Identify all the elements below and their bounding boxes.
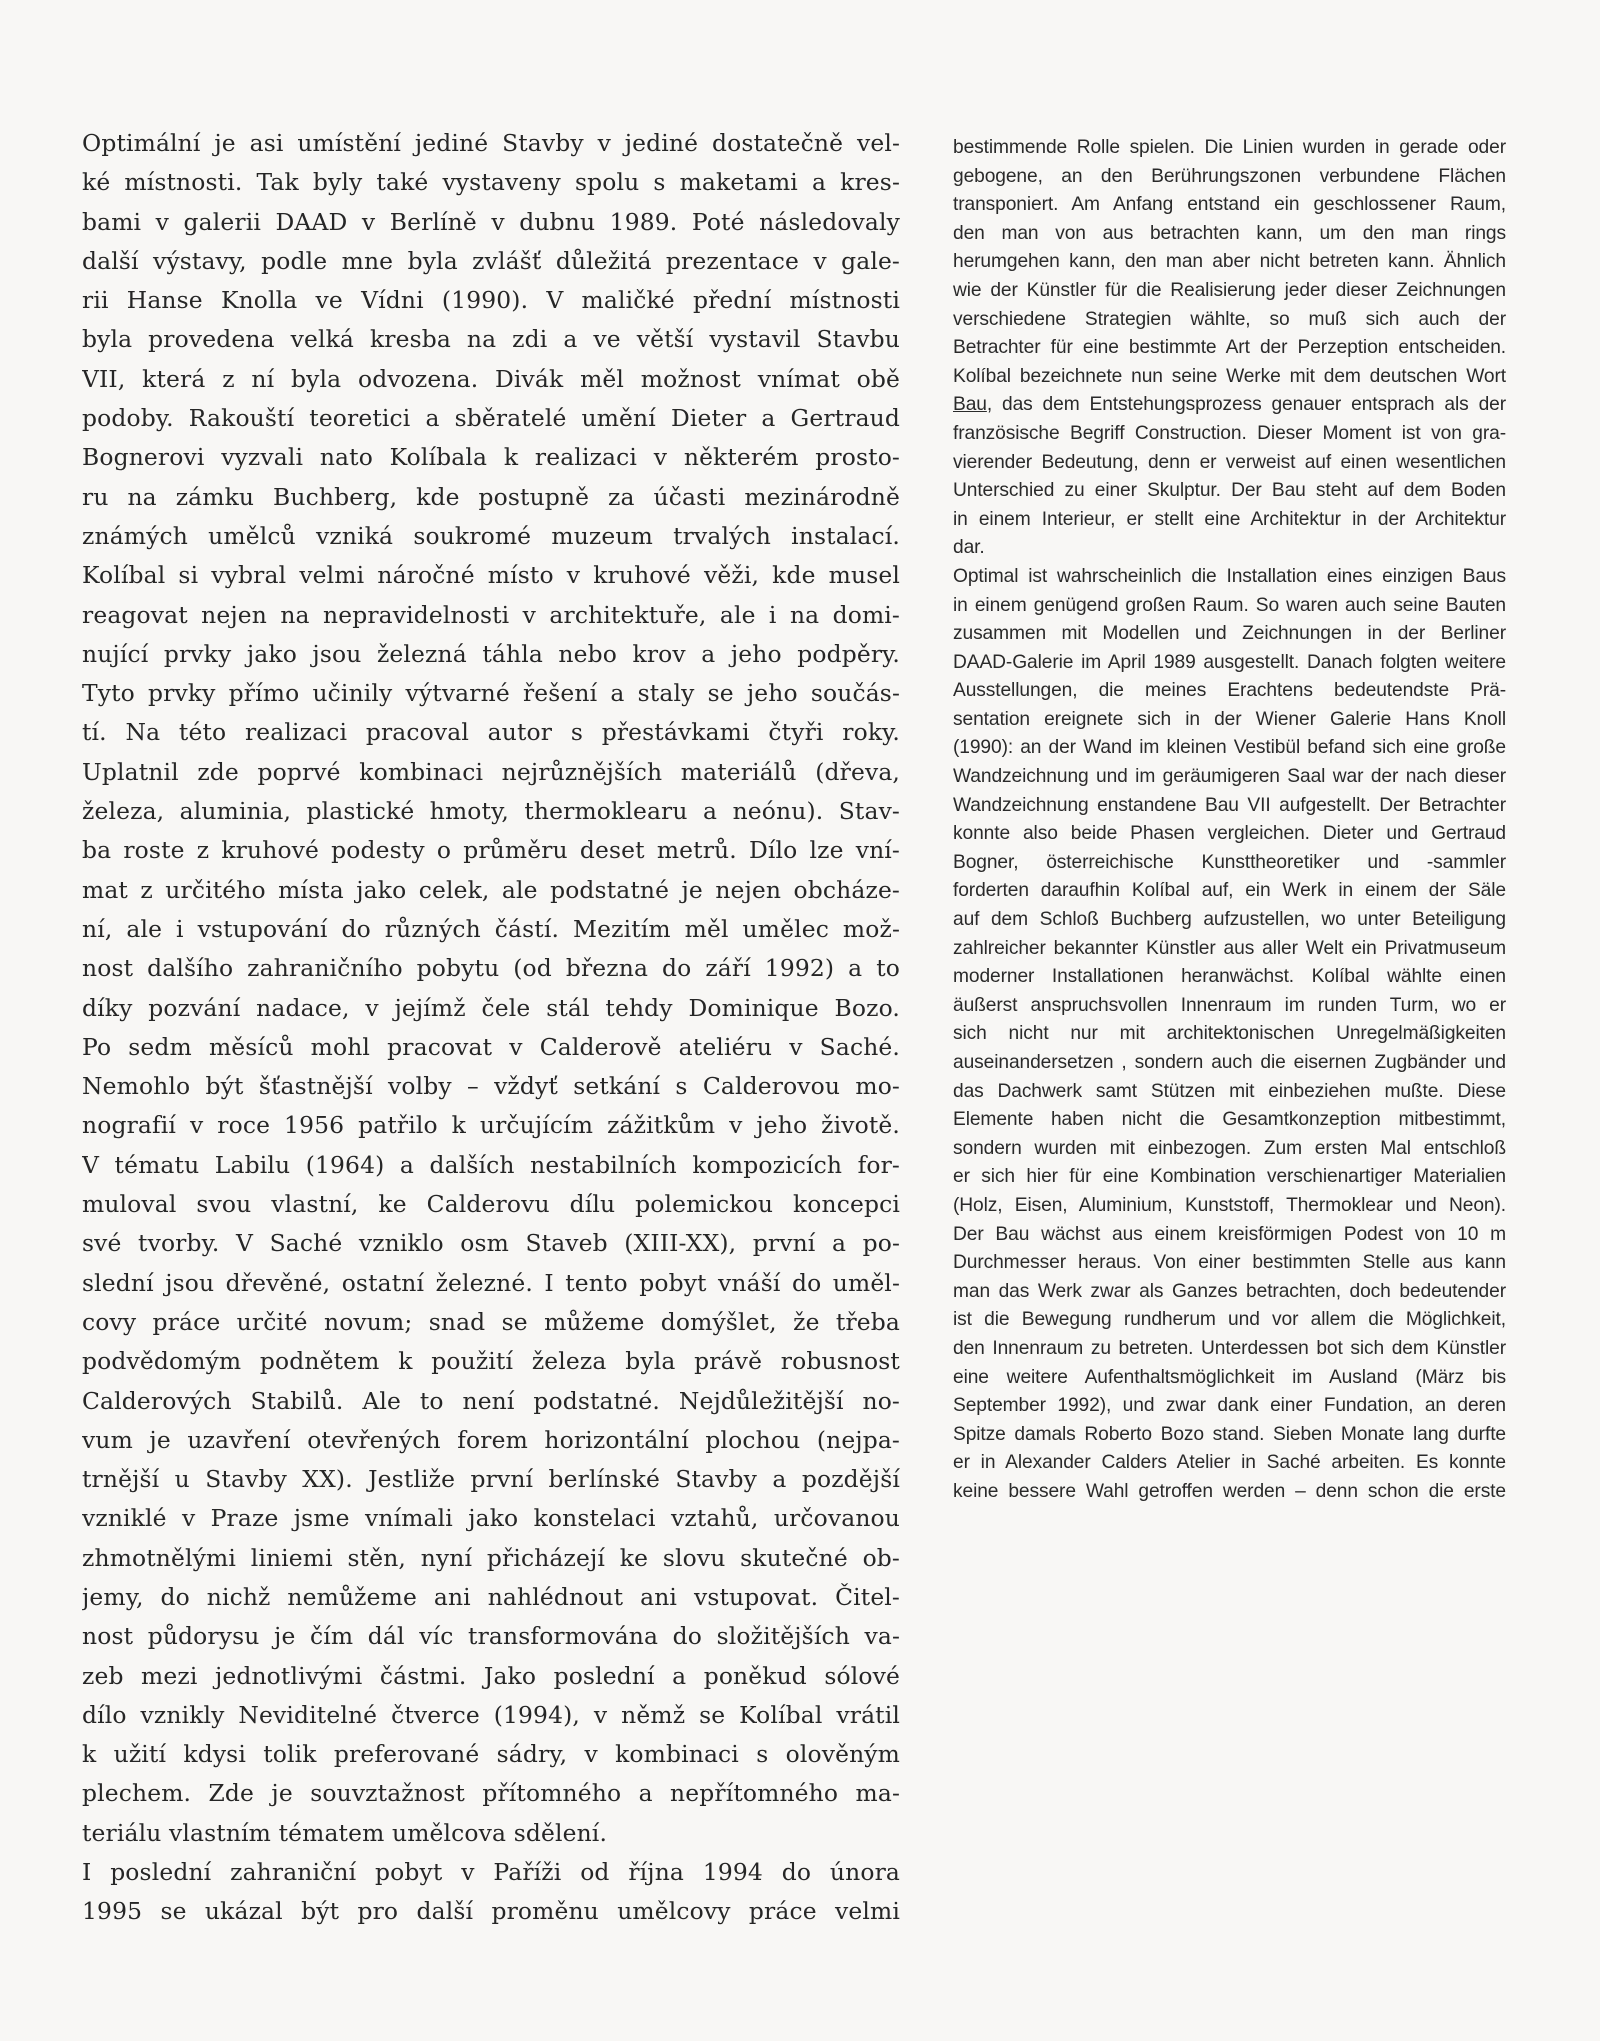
text-line: Tyto prvky přímo učinily výtvarné řešení a staly se jeho součás- [82,679,900,708]
text-line: své tvorby. V Saché vzniklo osm Staveb (XIII-XX), první a po- [82,1229,900,1258]
text-line: Uplatnil zde poprvé kombinaci nejrůznějších materiálů (dřeva, [82,757,900,786]
text-line: keine bessere Wahl getroffen werden – denn schon die erste [953,1480,1506,1502]
text-line: nografií v roce 1956 patřilo k určujícím zážitkům v jeho životě. [82,1111,900,1140]
text-line: (Holz, Eisen, Aluminium, Kunststoff, Thermoklear und Neon). [953,1194,1506,1216]
text-line: zeb mezi jednotlivými částmi. Jako poslední a poněkud sólové [82,1661,900,1690]
text-line: dar. [953,537,985,559]
text-line-with-underlined-word: Bau, das dem Entstehungsprozess genauer entsprach als der [953,394,1506,416]
text-line: Optimal ist wahrscheinlich die Installation eines einzigen Baus [953,565,1506,587]
text-line: další výstavy, podle mne byla zvlášť důležitá prezentace v gale- [82,246,900,275]
text-line: plechem. Zde je souvztažnost přítomného a nepřítomného ma- [82,1779,900,1808]
text-line: V tématu Labilu (1964) a dalších nestabilních kompozicích for- [82,1150,900,1179]
text-line: mat z určitého místa jako celek, ale podstatné je nejen obcháze- [82,875,900,904]
text-line: sentation ereignete sich in der Wiener Galerie Hans Knoll [953,708,1506,730]
text-line: nující prvky jako jsou železná táhla nebo krov a jeho podpěry. [82,639,900,668]
text-line: jemy, do nichž nemůžeme ani nahlédnout ani vstupovat. Čitel- [82,1582,900,1611]
text-line: nost půdorysu je čím dál víc transformována do složitějších va- [82,1622,900,1651]
text-line: Bogner, österreichische Kunsttheoretiker und -sammler [953,851,1506,873]
text-line: sondern wurden mit einbezogen. Zum ersten Mal entschloß [953,1137,1506,1159]
text-line: ké místnosti. Tak byly také vystaveny spolu s maketami a kres- [82,168,900,197]
text-line: äußerst anspruchsvollen Innenraum im runden Turm, wo er [953,994,1506,1016]
text-line: bami v galerii DAAD v Berlíně v dubnu 1989. Poté následovaly [82,207,900,236]
text-line: muloval svou vlastní, ke Calderovu dílu polemickou koncepci [82,1190,900,1219]
text-line: trnější u Stavby XX). Jestliže první berlínské Stavby a pozdější [82,1465,900,1494]
text-line: Spitze damals Roberto Bozo stand. Sieben Monate lang durfte [953,1423,1506,1445]
text-line: Elemente haben nicht die Gesamtkonzeption mitbestimmt, [953,1109,1506,1131]
text-line: ist die Bewegung rundherum und vor allem die Möglichkeit, [953,1309,1506,1331]
text-line: Unterschied zu einer Skulptur. Der Bau steht auf dem Boden [953,480,1506,502]
text-line: (1990): an der Wand im kleinen Vestibül befand sich eine große [953,737,1506,759]
text-line: herumgehen kann, den man aber nicht betreten kann. Ähnlich [953,251,1506,273]
text-line: transponiert. Am Anfang entstand ein geschlossener Raum, [953,194,1506,216]
text-line: auseinandersetzen , sondern auch die eisernen Zugbänder und [953,1052,1506,1073]
czech-text-column [82,124,900,1932]
german-text-column [953,134,1506,1507]
text-line: Wandzeichnung und im geräumigeren Saal war der nach dieser [953,766,1506,788]
text-line: den Innenraum zu betreten. Unterdessen bot sich dem Künstler [953,1337,1506,1359]
text-line: zusammen mit Modellen und Zeichnungen in der Berliner [953,623,1506,645]
text-line: ní, ale i vstupování do různých částí. Mezitím měl umělec mož- [82,914,900,943]
text-line: ba roste z kruhové podesty o průměru deset metrů. Dílo lze vní- [82,836,900,865]
text-line: sich nicht nur mit architektonischen Unregelmäßigkeiten [953,1023,1506,1045]
text-line: teriálu vlastním tématem umělcova sdělení. [82,1818,608,1847]
text-line: k užití kdysi tolik preferované sádry, v kombinaci s olověným [82,1740,900,1769]
text-line: ru na zámku Buchberg, kde postupně za účasti mezinárodně [82,482,900,511]
text-line: in einem genügend großen Raum. So waren auch seine Bauten [953,594,1506,616]
text-line: vum je uzavření otevřených forem horizontální plochou (nejpa- [82,1425,900,1454]
text-line: známých umělců vzniká soukromé muzeum trvalých instalací. [82,521,900,550]
text-line: 1995 se ukázal být pro další proměnu umělcovy práce velmi [82,1897,900,1926]
text-line: Der Bau wächst aus einem kreisförmigen Podest von 10 m [953,1223,1506,1245]
underlined-word: Bau [953,394,987,416]
text-line: bestimmende Rolle spielen. Die Linien wurden in gerade oder [953,137,1506,158]
text-line: nost dalšího zahraničního pobytu (od března do září 1992) a to [82,954,900,983]
text-line: I poslední zahraniční pobyt v Paříži od října 1994 do února [82,1858,900,1887]
text-line: gebogene, an den Berührungszonen verbundene Flächen [953,165,1506,187]
text-line: Durchmesser heraus. Von einer bestimmten Stelle aus kann [953,1252,1506,1274]
text-line: konnte also beide Phasen vergleichen. Dieter und Gertraud [953,823,1506,845]
text-line: er in Alexander Calders Atelier in Saché arbeiten. Es konnte [953,1452,1506,1474]
text-line: podoby. Rakouští teoretici a sběratelé umění Dieter a Gertraud [82,404,900,433]
text-line: den man von aus betrachten kann, um den man rings [953,222,1506,244]
text-line: covy práce určité novum; snad se můžeme domýšlet, že třeba [82,1307,900,1336]
text-line: tí. Na této realizaci pracoval autor s přestávkami čtyři roky. [82,718,900,747]
text-line: wie der Künstler für die Realisierung jeder dieser Zeichnungen [953,279,1506,301]
text-line: eine weitere Aufenthaltsmöglichkeit im Ausland (März bis [953,1366,1506,1388]
text-line: Wandzeichnung enstandene Bau VII aufgestellt. Der Betrachter [953,794,1506,816]
text-line: Kolíbal bezeichnete nun seine Werke mit dem deutschen Wort [953,365,1506,387]
text-line: vzniklé v Praze jsme vnímali jako konstelaci vztahů, určovanou [82,1504,900,1533]
text-line: auf dem Schloß Buchberg aufzustellen, wo unter Beteiligung [953,909,1506,931]
text-line: zahlreicher bekannter Künstler aus aller Welt ein Privatmuseum [953,937,1506,959]
text-line: byla provedena velká kresba na zdi a ve větší vystavil Stavbu [82,325,900,354]
text-line: man das Werk zwar als Ganzes betrachten, doch bedeutender [953,1280,1506,1302]
text-line: slední jsou dřevěné, ostatní železné. I tento pobyt vnáší do uměl- [82,1268,900,1297]
text-line: dílo vznikly Neviditelné čtverce (1994), v němž se Kolíbal vrátil [82,1700,900,1729]
text-line: das Dachwerk samt Stützen mit einbeziehen mußte. Diese [953,1080,1506,1102]
text-line: díky pozvání nadace, v jejímž čele stál tehdy Dominique Bozo. [82,993,900,1022]
text-line: in einem Interieur, er stellt eine Architektur in der Architektur [953,508,1506,530]
text-line: podvědomým podnětem k použití železa byla právě robusnost [82,1347,900,1376]
text-line: rii Hanse Knolla ve Vídni (1990). V maličké přední místnosti [82,286,900,315]
text-line: Calderových Stabilů. Ale to není podstatné. Nejdůležitější no- [82,1386,900,1415]
text-line: zhmotnělými liniemi stěn, nyní přicházejí ke slovu skutečné ob- [82,1543,900,1572]
text-line: er sich hier für eine Kombination verschienartiger Materialien [953,1166,1506,1188]
text-line: vierender Bedeutung, denn er verweist auf einen wesentlichen [953,451,1506,473]
text-line: železa, aluminia, plastické hmoty, thermoklearu a neónu). Stav- [82,797,900,826]
text-line: Po sedm měsíců mohl pracovat v Calderově ateliéru v Saché. [82,1032,900,1061]
text-line: französische Begriff Construction. Dieser Moment ist von gra- [953,422,1506,444]
text-line: Kolíbal si vybral velmi náročné místo v kruhové věži, kde musel [82,561,900,590]
text-line: Ausstellungen, die meines Erachtens bedeutendste Prä- [953,680,1506,702]
text-line: Bognerovi vyzvali nato Kolíbala k realizaci v některém prosto- [82,443,900,472]
text-line: VII, která z ní byla odvozena. Divák měl možnost vnímat obě [82,364,900,393]
text-line: Betrachter für eine bestimmte Art der Perzeption entscheiden. [953,337,1506,359]
text-line: moderner Installationen heranwächst. Kolíbal wählte einen [953,966,1506,988]
text-line: DAAD-Galerie im April 1989 ausgestellt. Danach folgten weitere [953,651,1506,673]
text-line: verschiedene Strategien wählte, so muß sich auch der [953,308,1506,330]
text-line: forderten daraufhin Kolíbal auf, ein Werk in einem der Säle [953,880,1506,902]
text-line: September 1992), und zwar dank einer Fundation, an deren [953,1395,1506,1417]
text-line: Optimální je asi umístění jediné Stavby v jediné dostatečně vel- [82,129,900,157]
text-line: Nemohlo být šťastnější volby – vždyť setkání s Calderovou mo- [82,1072,900,1101]
text-line: reagovat nejen na nepravidelnosti v architektuře, ale i na domi- [82,600,900,629]
